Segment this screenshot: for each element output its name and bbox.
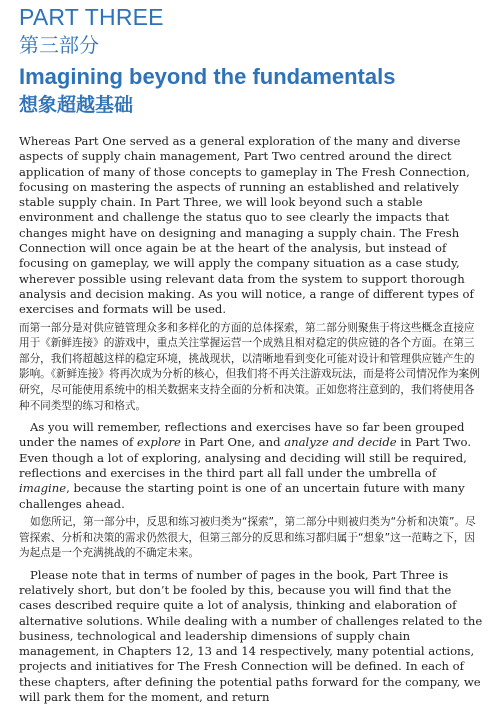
paragraph-en-2-text-b: in Part One, and (180, 435, 285, 450)
part-label-en: PART THREE (19, 4, 164, 30)
paragraph-en-2-text-a: As you will remember, reflections and exercises have so far been grouped under the names of (19, 420, 465, 450)
term-explore: explore (136, 435, 181, 450)
paragraph-zh-1: 而第一部分是对供应链管理众多和多样化的方面的总体探索，第二部分则聚焦于将这些概念直接应用于《新鲜连接》的游戏中，重点关注掌握运营一个成熟且相对稳定的供应链的各个方面。在第三部分，我们将超越这样的稳定环境，挑战现状，以清晰地看到变化可能对设计和管理供应链产生的影响。《新鲜连接》将再次成为分析的核心，但我们将不再关注游戏玩法，而是将公司情况作为案例研究，尽可能使用系统中的相关数据来支持全面的分析和决策。正如您将注意到的，我们将使用各种不同类型的练习和格式。 (19, 321, 480, 412)
body-text (19, 134, 484, 708)
paragraph-en-1: Whereas Part One served as a general exploration of the many and diverse aspects of supply chain management, Part Two centred around the direct application of many of those concepts to gameplay in The Fresh Connection, focusing on mastering the aspects of running an established and relatively stable supply chain. In Part Three, we will look beyond such a stable environment and challenge the status quo to see clearly the impacts that changes might have on designing and managing a supply chain. The Fresh Connection will once again be at the heart of the analysis, but instead of focusing on gameplay, we will apply the company situation as a case study, wherever possible using relevant data from the system to support thorough analysis and decision making. As you will notice, a range of different types of exercises and formats will be used. (19, 134, 474, 317)
paragraph-en-2-text-c: in Part Two. Even though a lot of exploring, analysing and deciding will still be required, reflections and exercises in the third part all fall under the umbrella of (19, 435, 472, 481)
chapter-title-en: Imagining beyond the fundamentals (19, 64, 396, 89)
part-label-zh: 第三部分 (19, 33, 99, 57)
paragraph-en-2 (19, 420, 484, 512)
paragraph-en-3: Please note that in terms of number of pages in the book, Part Three is relatively short, but don’t be fooled by this, because you will find that the cases described require quite a lot of analysis, thinking and elaboration of alternative solutions. While dealing with a number of challenges related to the business, technological and leadership dimensions of supply chain management, in Chapters 12, 13 and 14 respectively, many potential actions, projects and initiatives for The Fresh Connection will be defined. In each of these chapters, after defining the potential paths forward for the company, we will park them for the moment, and return (19, 567, 483, 705)
term-analyze-and-decide: analyze and decide (284, 435, 397, 450)
term-imagine: imagine (19, 481, 67, 496)
chapter-title-zh: 想象超越基础 (19, 94, 134, 116)
paragraph-zh-2: 如您所记，第一部分中，反思和练习被归类为“探索”，第二部分中则被归类为“分析和决策”。尽管探索、分析和决策的需求仍然很大，但第三部分的反思和练习都归属于“想象”这一范畴之下，因为起点是一个充满挑战的不确定未来。 (19, 515, 476, 560)
paragraph-en-2-text-d: , because the starting point is one of an uncertain future with many challenges ahead. (19, 481, 465, 511)
